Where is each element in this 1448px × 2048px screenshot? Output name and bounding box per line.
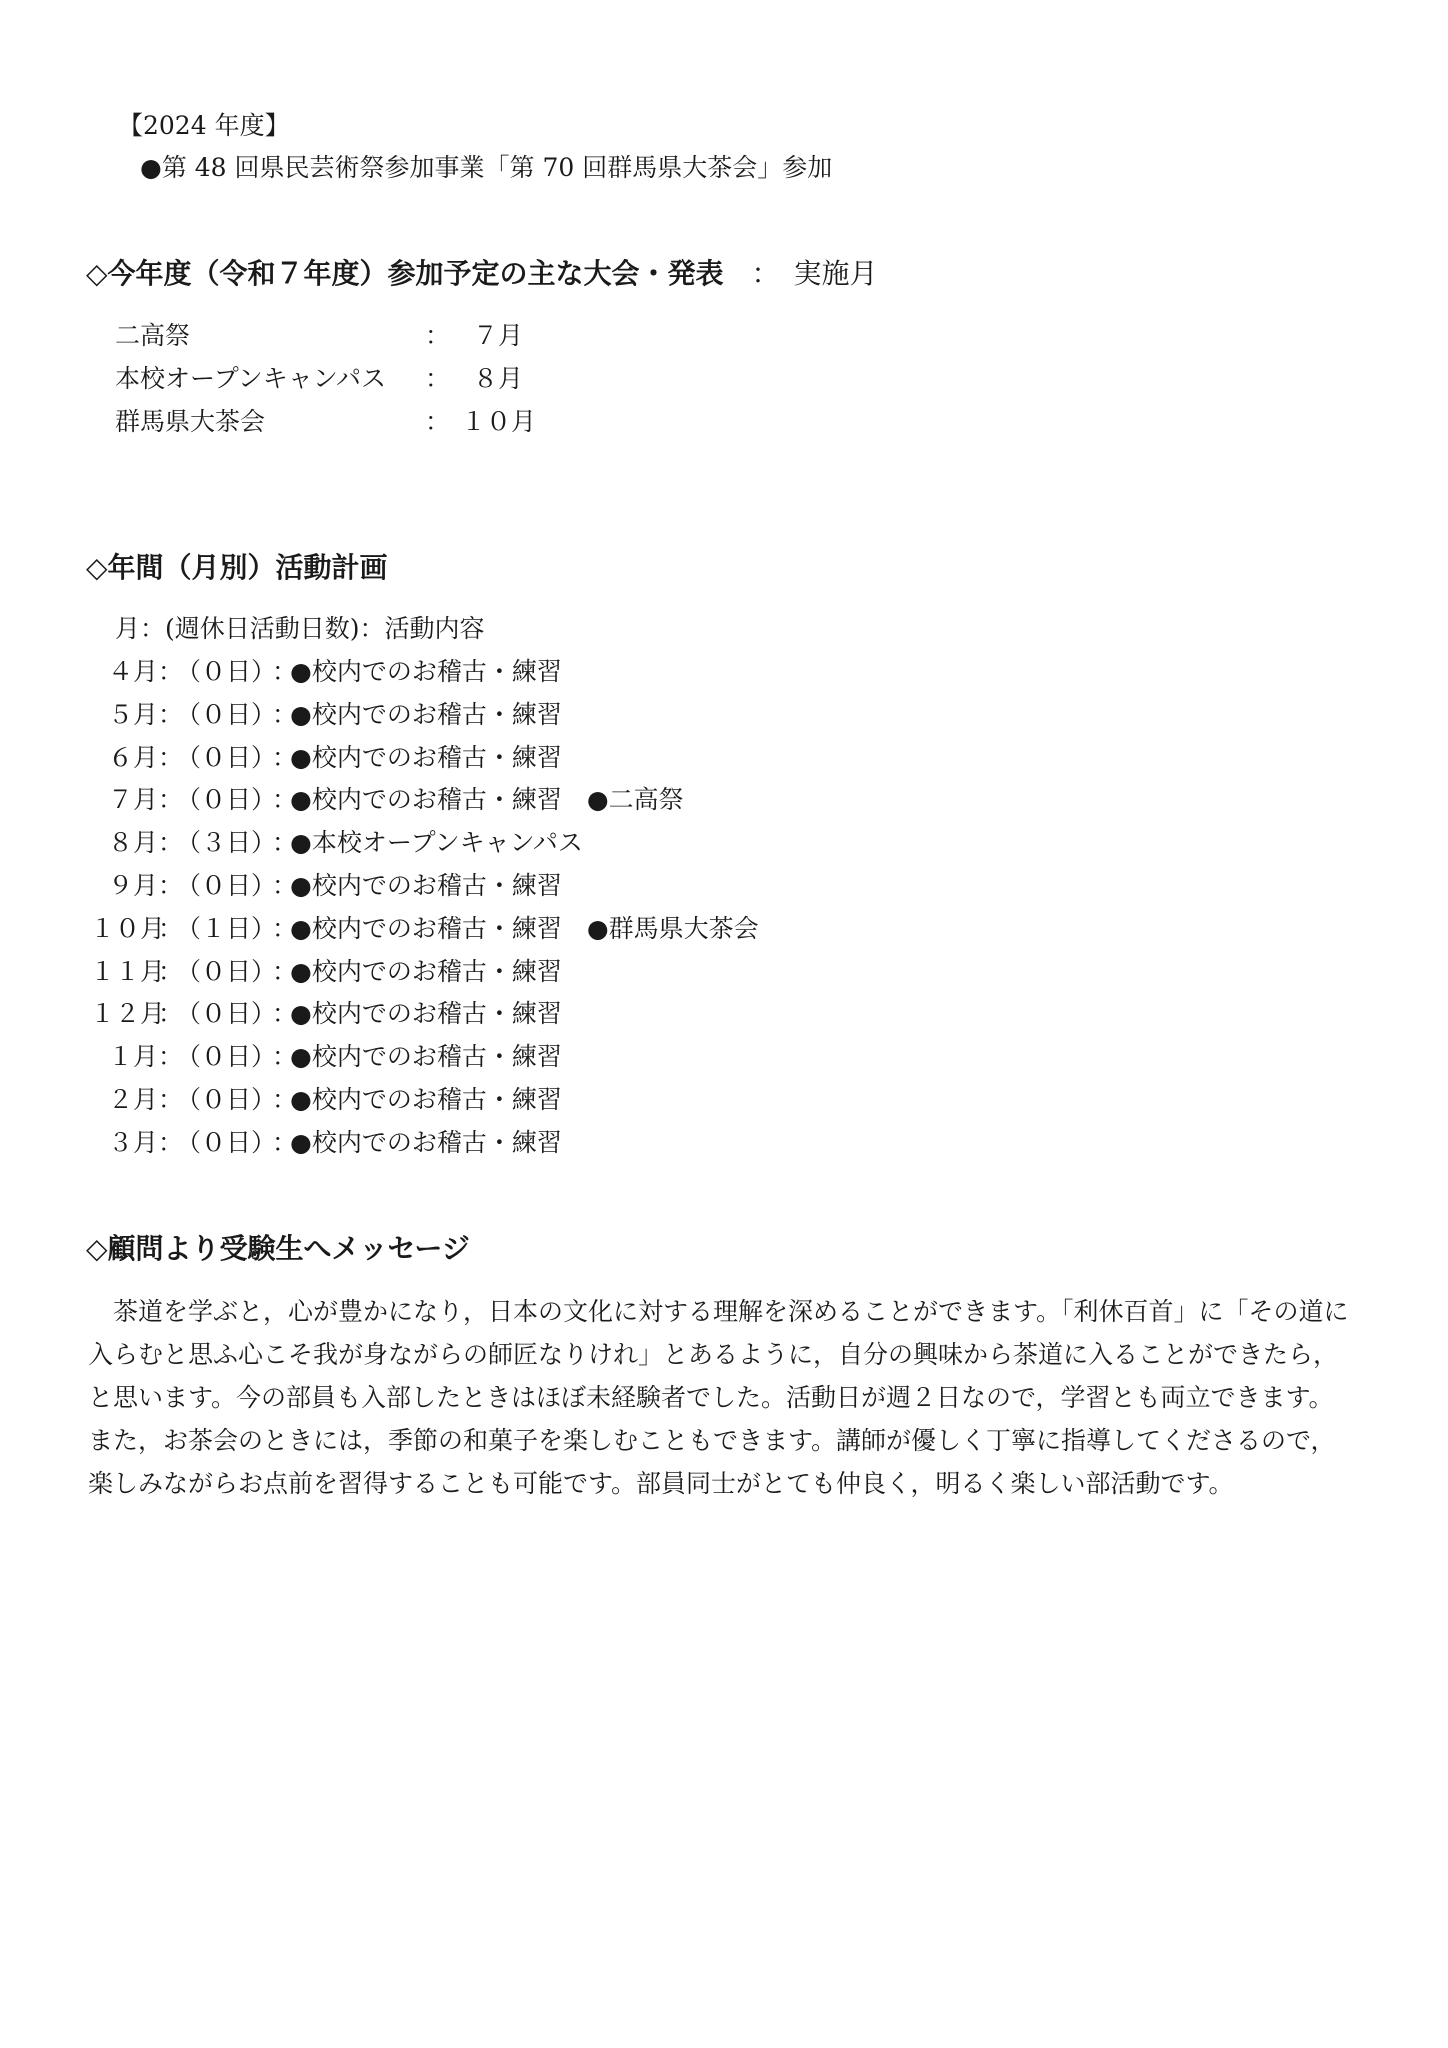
month-label: ９月 bbox=[107, 871, 158, 900]
event-separator: ： bbox=[425, 321, 451, 350]
month-row bbox=[90, 1127, 562, 1159]
weekend-days: （０日） bbox=[176, 785, 277, 815]
month-colon: ： bbox=[272, 742, 298, 772]
month-row bbox=[90, 998, 562, 1030]
message-line: 入らむと思ふ心こそ我が身ながらの師匠なりけれ」とあるように，自分の興味から茶道に入ることができたら， bbox=[88, 1340, 1339, 1369]
weekend-days: （０日） bbox=[176, 1085, 277, 1114]
month-row bbox=[90, 956, 562, 988]
activity-content: ●校内でのお稽古・練習 bbox=[290, 657, 562, 686]
year-label: 【2024 年度】 bbox=[118, 111, 290, 140]
event-month: １０月 bbox=[461, 407, 537, 436]
event-name: 群馬県大茶会 bbox=[115, 407, 266, 436]
event-separator: ： bbox=[425, 407, 451, 436]
activity-content: ●本校オープンキャンパス bbox=[290, 828, 583, 858]
month-row bbox=[90, 656, 562, 688]
month-colon: ： bbox=[272, 699, 298, 729]
event-name: 本校オープンキャンパス bbox=[115, 364, 387, 393]
month-label: ５月 bbox=[107, 699, 158, 729]
activity-content: ●校内でのお稽古・練習 bbox=[290, 999, 562, 1029]
month-colon: ： bbox=[272, 871, 298, 900]
month-label: １０月 bbox=[90, 913, 166, 943]
month-colon: ： bbox=[158, 1127, 184, 1157]
weekend-days: （１日） bbox=[176, 913, 277, 943]
message-line: また，お茶会のときには，季節の和菓子を楽しむこともできます。講師が優しく丁寧に指導してくださるので， bbox=[88, 1426, 1336, 1455]
participation-item: ●第 48 回県民芸術祭参加事業「第 70 回群馬県大茶会」参加 bbox=[140, 153, 833, 182]
event-month: ７月 bbox=[473, 321, 524, 350]
weekend-days: （０日） bbox=[176, 1127, 277, 1157]
month-label: ６月 bbox=[107, 742, 158, 772]
month-label: ３月 bbox=[107, 1127, 158, 1157]
activity-content: ●校内でのお稽古・練習 bbox=[290, 1085, 562, 1114]
month-colon: ： bbox=[158, 999, 184, 1029]
month-colon: ： bbox=[158, 699, 184, 729]
month-row bbox=[90, 827, 583, 859]
activity-content: ●校内でのお稽古・練習 bbox=[290, 742, 562, 772]
month-label: ４月 bbox=[107, 657, 158, 686]
month-label: １月 bbox=[107, 1042, 158, 1072]
month-colon: ： bbox=[272, 956, 298, 986]
month-row bbox=[90, 699, 562, 731]
plan-header-row: 月：(週休日活動日数)：活動内容 bbox=[115, 614, 485, 643]
weekend-days: （０日） bbox=[176, 699, 277, 729]
month-colon: ： bbox=[272, 657, 298, 686]
activity-content: ●校内でのお稽古・練習 ●群馬県大茶会 bbox=[290, 913, 759, 943]
event-row bbox=[115, 363, 523, 395]
weekend-days: （０日） bbox=[176, 657, 277, 686]
events-heading-suffix: ： 実施月 bbox=[751, 257, 878, 290]
event-row bbox=[115, 406, 536, 438]
month-row bbox=[90, 784, 684, 816]
month-row bbox=[90, 1084, 562, 1116]
month-label: ２月 bbox=[107, 1085, 158, 1114]
weekend-days: （０日） bbox=[176, 871, 277, 900]
weekend-days: （０日） bbox=[176, 1042, 277, 1072]
message-paragraph bbox=[88, 1290, 1368, 1505]
message-heading: ◇顧問より受験生へメッセージ bbox=[86, 1232, 470, 1265]
month-colon: ： bbox=[272, 1042, 298, 1072]
month-colon: ： bbox=[272, 999, 298, 1029]
month-colon: ： bbox=[158, 742, 184, 772]
month-colon: ： bbox=[158, 785, 184, 815]
weekend-days: （０日） bbox=[176, 999, 277, 1029]
month-label: １２月 bbox=[90, 999, 166, 1029]
weekend-days: （０日） bbox=[176, 742, 277, 772]
activity-content: ●校内でのお稽古・練習 bbox=[290, 1127, 562, 1157]
weekend-days: （３日） bbox=[176, 828, 277, 858]
event-name: 二高祭 bbox=[115, 321, 191, 350]
weekend-days: （０日） bbox=[176, 956, 277, 986]
events-heading bbox=[86, 258, 878, 290]
month-colon: ： bbox=[272, 913, 298, 943]
activity-content: ●校内でのお稽古・練習 bbox=[290, 871, 562, 900]
message-line: 茶道を学ぶと，心が豊かになり，日本の文化に対する理解を深めることができます。「利休百首」に「その道に bbox=[88, 1297, 1349, 1326]
activity-content: ●校内でのお稽古・練習 bbox=[290, 956, 562, 986]
event-month: ８月 bbox=[473, 364, 524, 393]
month-label: ７月 bbox=[107, 785, 158, 815]
message-line: 楽しみながらお点前を習得することも可能です。部員同士がとても仲良く，明るく楽しい部活動です。 bbox=[88, 1469, 1234, 1498]
month-row bbox=[90, 913, 759, 945]
month-colon: ： bbox=[272, 1085, 298, 1114]
event-separator: ： bbox=[425, 364, 451, 393]
month-colon: ： bbox=[158, 828, 184, 858]
activity-content: ●校内でのお稽古・練習 bbox=[290, 1042, 562, 1072]
message-line: と思います。今の部員も入部したときはほぼ未経験者でした。活動日が週２日なので，学習とも両立できます。 bbox=[88, 1383, 1334, 1412]
activity-content: ●校内でのお稽古・練習 ●二高祭 bbox=[290, 785, 684, 815]
month-label: ８月 bbox=[107, 828, 158, 858]
event-row bbox=[115, 320, 523, 352]
events-heading-title: ◇今年度（令和７年度）参加予定の主な大会・発表 bbox=[86, 257, 724, 290]
month-colon: ： bbox=[272, 1127, 298, 1157]
month-colon: ： bbox=[158, 913, 184, 943]
month-colon: ： bbox=[158, 871, 184, 900]
month-colon: ： bbox=[158, 1042, 184, 1072]
month-row bbox=[90, 1041, 562, 1073]
month-colon: ： bbox=[272, 828, 298, 858]
month-colon: ： bbox=[158, 956, 184, 986]
month-colon: ： bbox=[158, 657, 184, 686]
month-label: １１月 bbox=[90, 956, 166, 986]
activity-content: ●校内でのお稽古・練習 bbox=[290, 699, 562, 729]
month-row bbox=[90, 870, 562, 902]
month-colon: ： bbox=[158, 1085, 184, 1114]
month-row bbox=[90, 742, 562, 774]
month-colon: ： bbox=[272, 785, 298, 815]
plan-heading: ◇年間（月別）活動計画 bbox=[86, 551, 388, 584]
